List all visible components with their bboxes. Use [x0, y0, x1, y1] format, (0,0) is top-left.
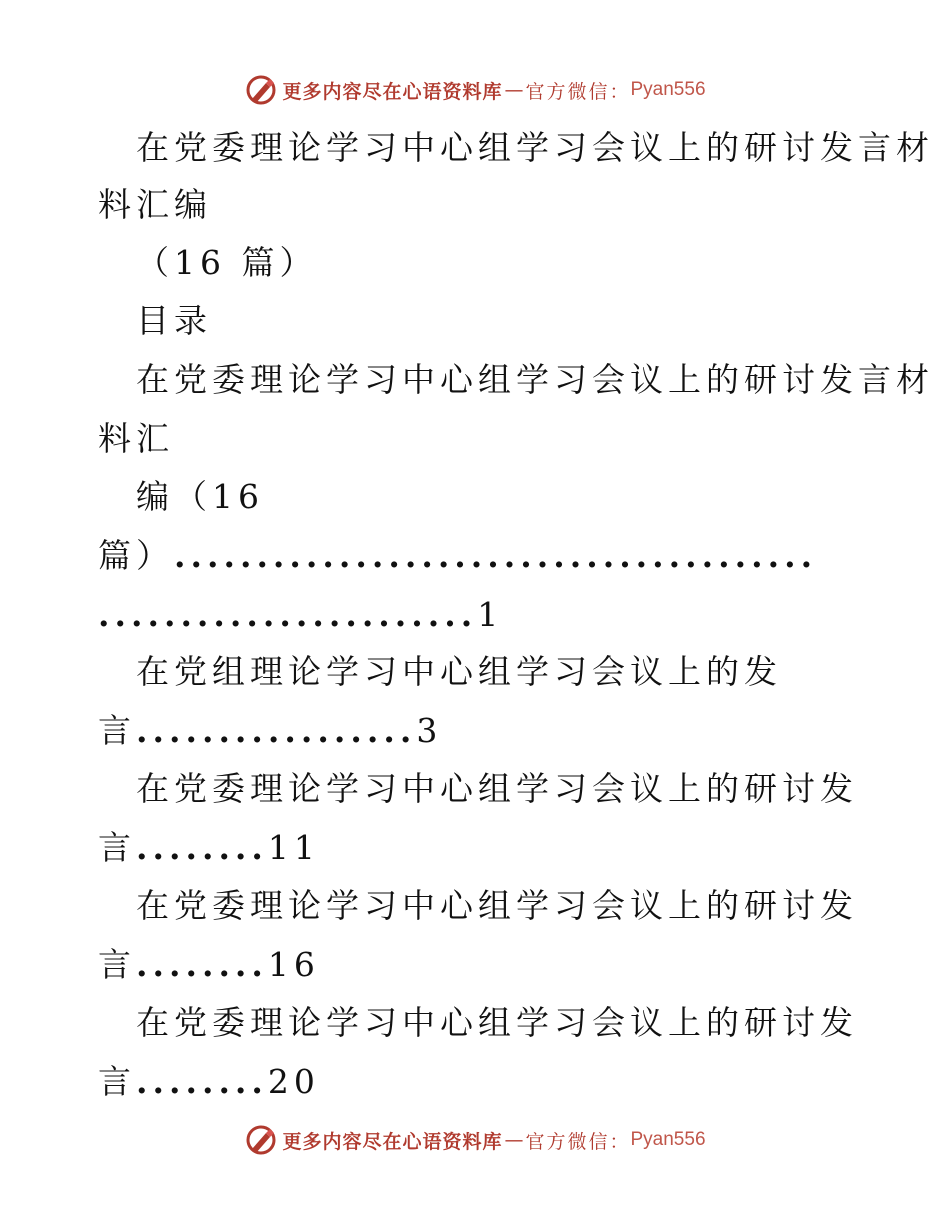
- watermark-wechat-label: 官方微信：: [525, 80, 631, 103]
- toc-entry-3-label: 言: [98, 828, 136, 867]
- toc-entry-5-line1: 在党委理论学习中心组学习会议上的研讨发: [136, 1003, 858, 1042]
- toc-entry-1-leader: .......................................: [174, 536, 818, 575]
- toc-entry-1-line1: 在党委理论学习中心组学习会议上的研讨发言材: [136, 360, 934, 399]
- toc-entry-2-label: 言: [98, 711, 136, 750]
- toc-entry-1-line4: [98, 534, 817, 578]
- watermark-separator: —: [504, 1129, 524, 1151]
- toc-entry-1-leader-2: .......................: [98, 595, 478, 634]
- document-title-line1: 在党委理论学习中心组学习会议上的研讨发言材: [136, 128, 934, 167]
- toc-entry-2-leader: .................: [136, 711, 417, 750]
- toc-entry-4-leader: ........: [136, 945, 268, 984]
- toc-entry-4-page: 16: [267, 945, 320, 984]
- toc-entry-1-label: 篇）: [98, 536, 174, 575]
- watermark-main-text: 更多内容尽在心语资料库: [282, 80, 503, 103]
- toc-entry-5-label: 言: [98, 1062, 136, 1101]
- toc-entry-3-line2: [98, 826, 320, 870]
- toc-entry-2-page: 3: [416, 711, 443, 750]
- toc-entry-5-leader: ........: [136, 1062, 268, 1101]
- toc-entry-4-line2: [98, 943, 320, 987]
- header-watermark: [0, 70, 950, 110]
- toc-entry-5-page: 20: [267, 1062, 320, 1101]
- toc-entry-1-line5: [98, 593, 503, 637]
- document-title-line2: 料汇编: [98, 185, 212, 224]
- pen-logo-icon: [244, 73, 278, 107]
- watermark-wechat-id: Pyan556: [630, 1129, 706, 1150]
- watermark-wechat-label: 官方微信：: [525, 1130, 631, 1153]
- watermark-wechat-id: Pyan556: [630, 79, 706, 100]
- pen-logo-icon: [244, 1123, 278, 1157]
- toc-entry-2-line2: [98, 709, 442, 753]
- toc-entry-4-line1: 在党委理论学习中心组学习会议上的研讨发: [136, 886, 858, 925]
- toc-entry-1-page: 1: [477, 595, 504, 634]
- toc-entry-3-leader: ........: [136, 828, 268, 867]
- toc-entry-3-page: 11: [267, 828, 320, 867]
- toc-entry-3-line1: 在党委理论学习中心组学习会议上的研讨发: [136, 769, 858, 808]
- toc-heading: 目录: [136, 301, 212, 340]
- document-count: （16 篇）: [136, 243, 318, 282]
- toc-entry-1-line2: 料汇: [98, 419, 174, 458]
- watermark-separator: —: [504, 79, 524, 101]
- toc-entry-4-label: 言: [98, 945, 136, 984]
- watermark-main-text: 更多内容尽在心语资料库: [282, 1130, 503, 1153]
- toc-entry-2-line1: 在党组理论学习中心组学习会议上的发: [136, 652, 782, 691]
- toc-entry-1-line3: 编（16: [136, 477, 264, 516]
- toc-entry-5-line2: [98, 1060, 320, 1104]
- footer-watermark: [0, 1120, 950, 1160]
